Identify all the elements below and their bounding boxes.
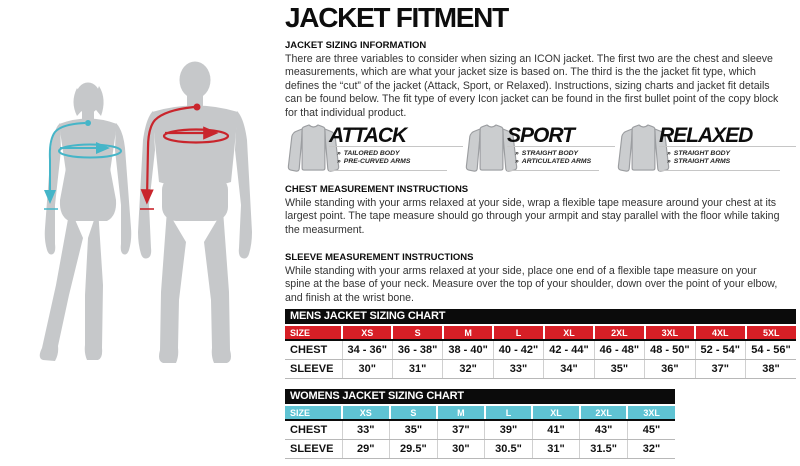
table-cell: 35" [390,420,438,440]
table-cell: 38 - 40" [443,340,493,360]
column-header: SIZE [285,406,342,420]
sleeve-instructions-heading: SLEEVE MEASUREMENT INSTRUCTIONS [285,252,474,263]
fit-type-bullet: » STRAIGHT BODY [515,150,579,157]
fit-types-band [285,121,796,177]
table-cell: 32" [627,440,675,459]
table-cell: 39" [485,420,533,440]
table-cell: 37" [437,420,485,440]
womens-sizing-chart [285,389,675,459]
body-measurement-illustration [0,0,283,466]
column-header: SIZE [285,326,342,340]
sizing-info-section [285,40,781,120]
row-label: SLEEVE [285,360,342,379]
table-cell: 48 - 50" [645,340,695,360]
fit-type-relaxed [615,121,796,177]
table-row [285,440,675,459]
womens-chart-title: WOMENS JACKET SIZING CHART [285,389,675,404]
fit-type-attack [285,121,463,177]
table-cell: 43" [580,420,628,440]
column-header: 4XL [695,326,745,340]
table-cell: 35" [594,360,644,379]
column-header: L [485,406,533,420]
sizing-info-text: There are three variables to consider when sizing an ICON jacket. The first two are the chest and sleeve measurements, which are what your jacket size is based on. The third is the the jacket fit type, which defines the “cut” of the jacket (Attack, Sport, or Relaxed). Instructions, sizing charts and jacket fit details can be found below. The fit type of every Icon jacket can be found in the first bullet point of the copy block for that individual product. [285,53,779,119]
mens-chart-title: MENS JACKET SIZING CHART [285,309,796,324]
column-header: 3XL [627,406,675,420]
table-cell: 30.5" [485,440,533,459]
table-cell: 29.5" [390,440,438,459]
table-cell: 52 - 54" [695,340,745,360]
table-cell: 42 - 44" [544,340,594,360]
table-cell: 38" [746,360,797,379]
bullet-marker-icon: » [515,150,519,157]
fit-type-bullet: » TAILORED BODY [337,150,400,157]
bullet-marker-icon: » [667,158,671,165]
womens-header-row [285,406,675,420]
sleeve-instructions-section [285,252,781,305]
sleeve-instructions-text: While standing with your arms relaxed at your side, place one end of a flexible tape measure on your spine at the base of your neck. Measure over the top of your shoulder, down over the point of your elbow, and finish at the wrist bone. [285,265,778,304]
table-row [285,360,796,379]
fit-type-sport [463,121,615,177]
row-label: CHEST [285,420,342,440]
table-cell: 30" [342,360,392,379]
row-label: SLEEVE [285,440,342,459]
table-cell: 33" [493,360,543,379]
table-cell: 34" [544,360,594,379]
mens-sizing-chart [285,309,796,379]
table-cell: 31.5" [580,440,628,459]
table-cell: 54 - 56" [746,340,797,360]
column-header: 3XL [645,326,695,340]
table-cell: 36" [645,360,695,379]
mens-sizing-table [285,326,796,379]
table-cell: 36 - 38" [392,340,442,360]
table-cell: 40 - 42" [493,340,543,360]
table-cell: 30" [437,440,485,459]
fit-type-bullet: » PRE-CURVED ARMS [337,158,411,165]
fit-type-bullet: » ARTICULATED ARMS [515,158,592,165]
column-header: M [443,326,493,340]
column-header: XL [532,406,580,420]
table-cell: 31" [392,360,442,379]
fit-type-bullet: » STRAIGHT BODY [667,150,731,157]
bullet-marker-icon: » [337,150,341,157]
row-label: CHEST [285,340,342,360]
chest-instructions-text: While standing with your arms relaxed at your side, wrap a flexible tape measure around your chest at its largest point. The tape measure should go through your armpit and stay parallel with the floor while taking the measurment. [285,197,780,236]
column-header: XL [544,326,594,340]
page-title: JACKET FITMENT [285,2,508,33]
chest-instructions-heading: CHEST MEASUREMENT INSTRUCTIONS [285,184,469,195]
column-header: 2XL [594,326,644,340]
table-cell: 46 - 48" [594,340,644,360]
table-row [285,340,796,360]
chest-instructions-section [285,184,781,237]
bullet-marker-icon: » [667,150,671,157]
fit-type-name: ATTACK [329,126,463,147]
fit-type-name: SPORT [507,126,615,147]
column-header: XS [342,406,390,420]
table-cell: 31" [532,440,580,459]
bullet-marker-icon: » [337,158,341,165]
bullet-marker-icon: » [515,158,519,165]
column-header: XS [342,326,392,340]
fit-type-bullet: » STRAIGHT ARMS [667,158,731,165]
table-cell: 45" [627,420,675,440]
column-header: 5XL [746,326,797,340]
sizing-info-heading: JACKET SIZING INFORMATION [285,40,427,51]
table-cell: 32" [443,360,493,379]
womens-sizing-table [285,406,675,459]
column-header: S [390,406,438,420]
mens-header-row [285,326,796,340]
column-header: S [392,326,442,340]
column-header: M [437,406,485,420]
fit-type-name: RELAXED [659,126,796,147]
table-cell: 33" [342,420,390,440]
table-cell: 29" [342,440,390,459]
table-cell: 37" [695,360,745,379]
table-cell: 41" [532,420,580,440]
column-header: L [493,326,543,340]
column-header: 2XL [580,406,628,420]
table-cell: 34 - 36" [342,340,392,360]
table-row [285,420,675,440]
